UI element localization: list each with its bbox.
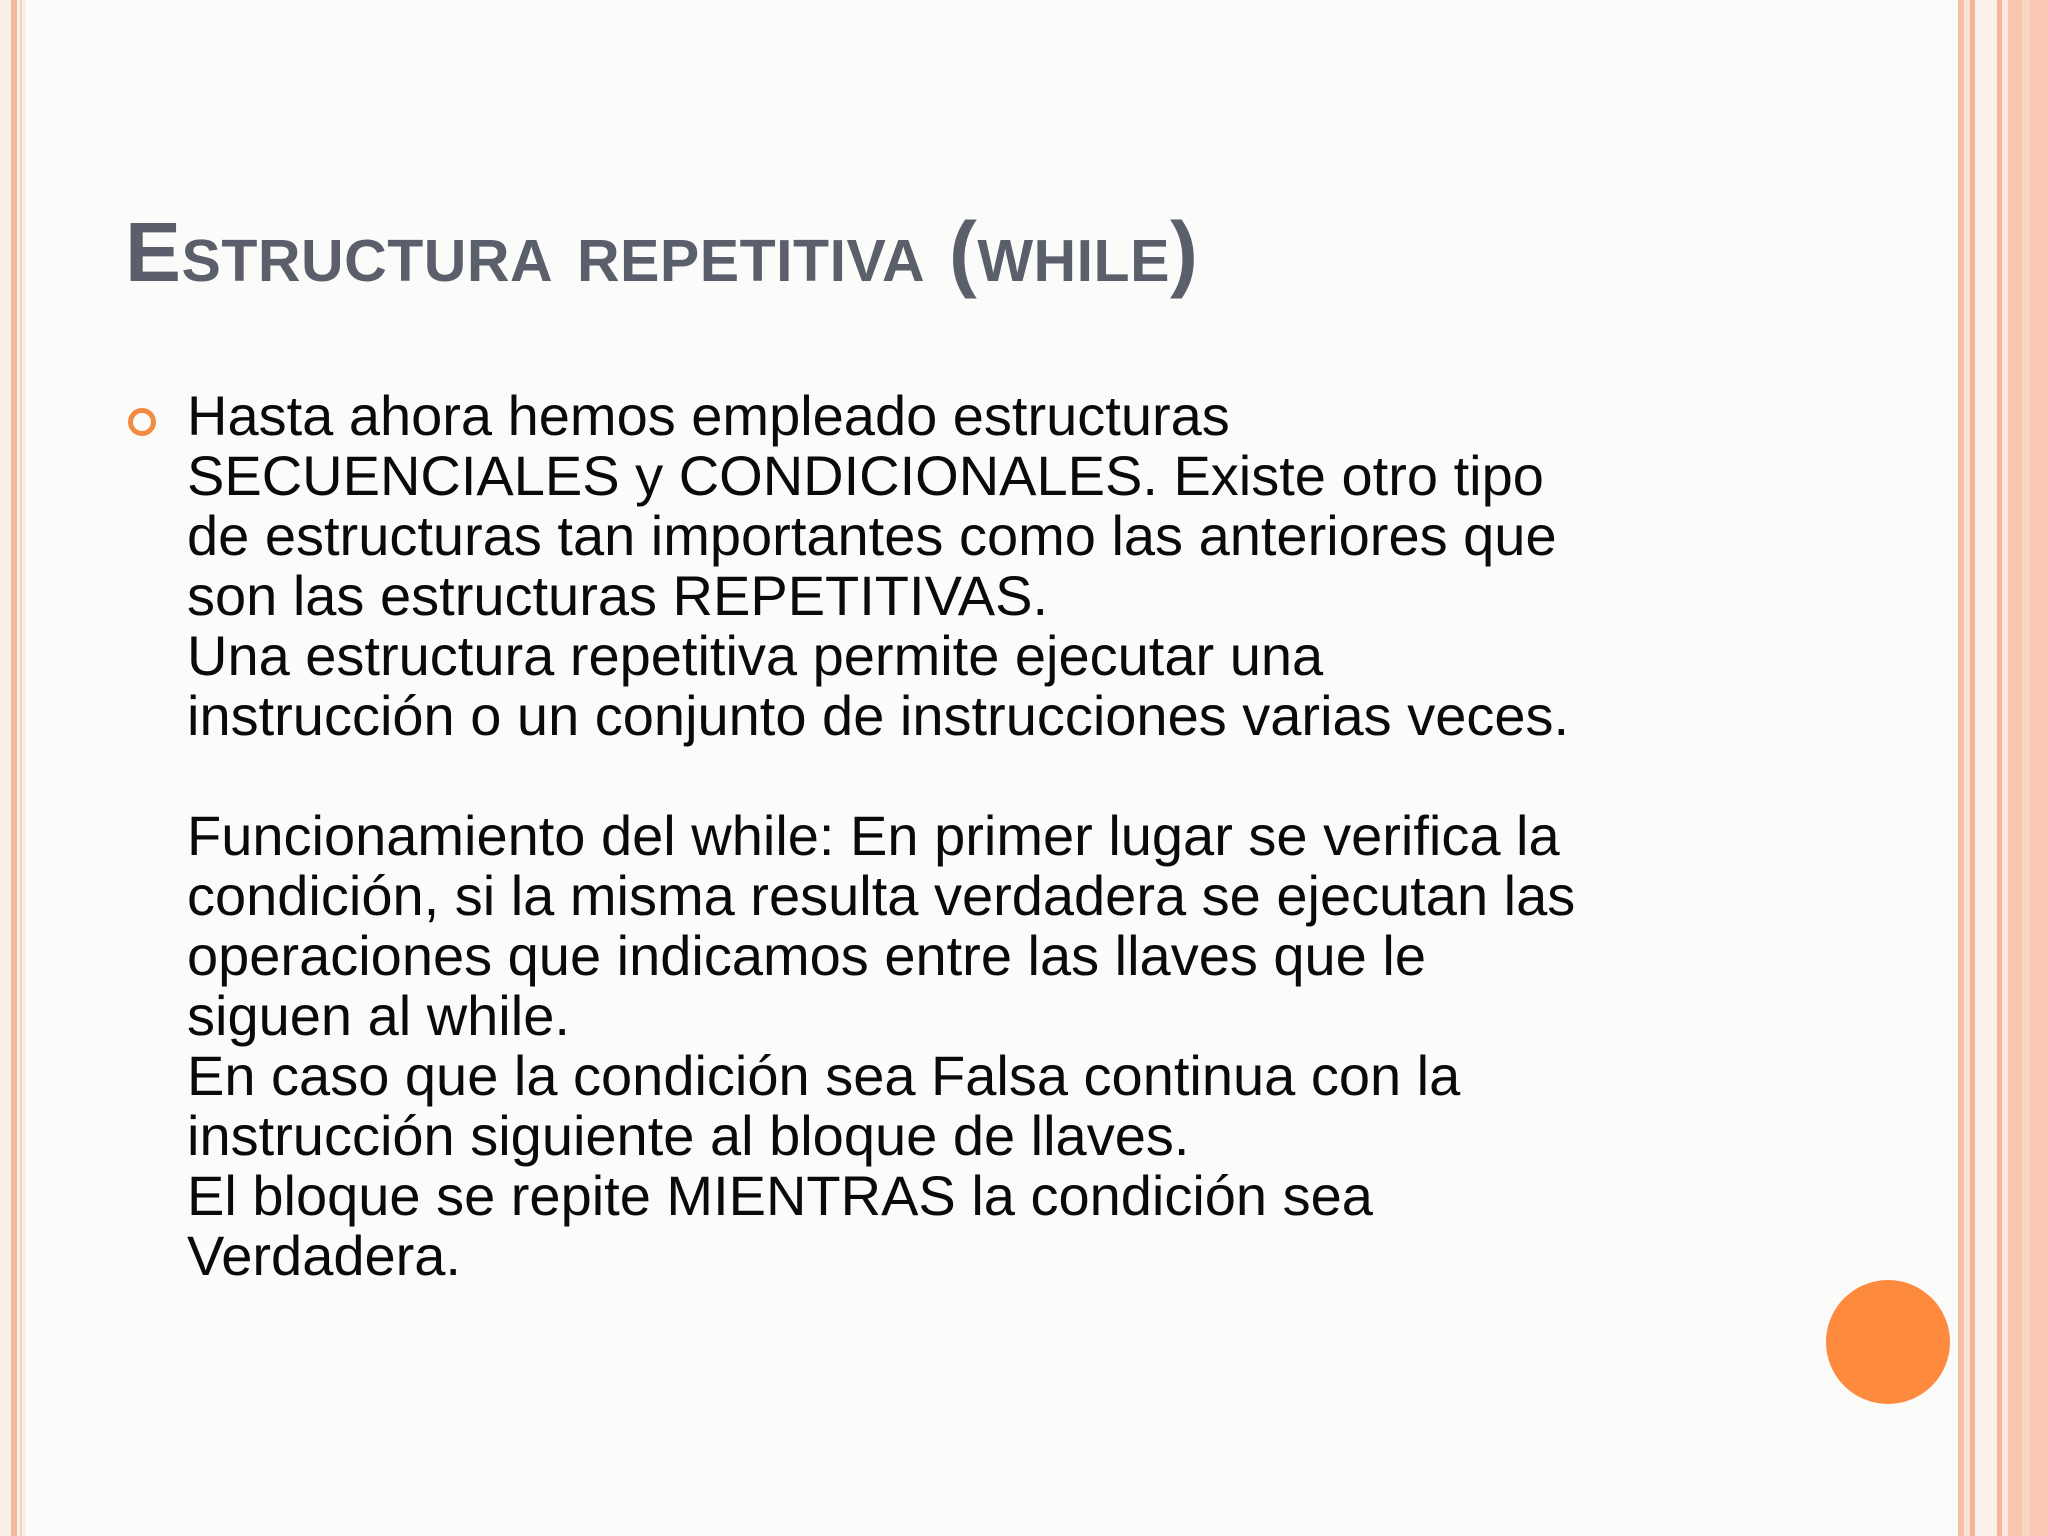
body-line: instrucción o un conjunto de instrucciones varias veces. xyxy=(187,684,1570,747)
hollow-circle-bullet-icon xyxy=(128,408,156,436)
body-line: Una estructura repetitiva permite ejecutar una xyxy=(187,624,1324,687)
body-line: instrucción siguiente al bloque de llaves. xyxy=(187,1104,1190,1167)
body-line: condición, si la misma resulta verdadera se ejecutan las xyxy=(187,864,1576,927)
paragraph-gap xyxy=(187,746,1767,806)
body-line: Verdadera. xyxy=(187,1224,461,1287)
body-line: son las estructuras REPETITIVAS. xyxy=(187,564,1049,627)
body-line: siguen al while. xyxy=(187,984,570,1047)
orange-circle-decoration xyxy=(1826,1280,1950,1404)
body-line: operaciones que indicamos entre las llaves que le xyxy=(187,924,1426,987)
body-line: de estructuras tan importantes como las anteriores que xyxy=(187,504,1557,567)
body-line: Hasta ahora hemos empleado estructuras xyxy=(187,384,1230,447)
left-decorative-border xyxy=(0,0,26,1536)
body-line: El bloque se repite MIENTRAS la condición sea xyxy=(187,1164,1373,1227)
body-line: Funcionamiento del while: En primer lugar se verifica la xyxy=(187,804,1560,867)
body-line: SECUENCIALES y CONDICIONALES. Existe otro tipo xyxy=(187,444,1544,507)
slide-body xyxy=(187,386,1767,1286)
right-decorative-border xyxy=(1958,0,2048,1536)
body-line: En caso que la condición sea Falsa continua con la xyxy=(187,1044,1461,1107)
slide-title: Estructura repetitiva (while) xyxy=(125,205,1199,299)
